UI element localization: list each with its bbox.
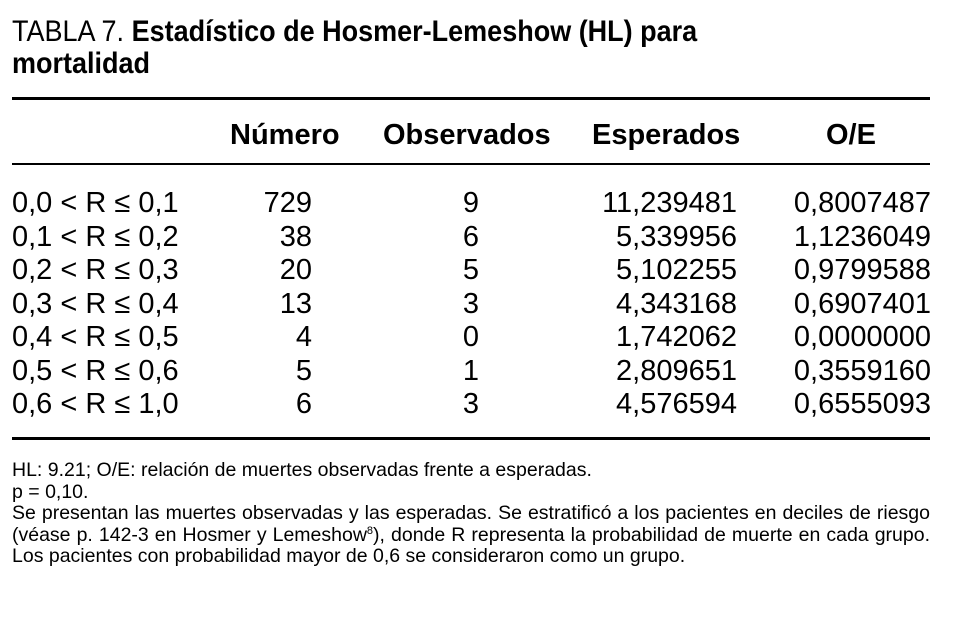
cell-numero: 4: [295, 321, 312, 353]
cell-esperados: 1,742062: [616, 321, 737, 353]
cell-numero: 6: [295, 388, 312, 420]
footnote-text-part1: Se presentan las muertes observadas y las esperadas. Se estratificó a los pacientes en deciles de riesgo (véase p. 142-3 en Hosmer y Lemeshow: [12, 502, 930, 546]
cell-oe: 0,3559160: [793, 354, 931, 387]
cell-observados: 0: [462, 321, 480, 353]
table-row: [0, 253, 953, 287]
table-title-text: Estadístico de Hosmer-Lemeshow (HL) para mortalidad: [12, 15, 698, 80]
table-title: [12, 16, 822, 80]
cell-range: 0,2 < R ≤ 0,3: [12, 254, 179, 286]
cell-oe: 0,6907401: [793, 287, 931, 320]
header-rule: [12, 163, 930, 165]
cell-range: 0,6 < R ≤ 1,0: [12, 388, 179, 420]
reference-superscript: 8: [366, 524, 374, 537]
cell-numero: 729: [263, 187, 312, 219]
table-row: [0, 354, 953, 388]
table-row: [0, 287, 953, 321]
cell-numero: 13: [279, 287, 312, 320]
cell-esperados: 5,102255: [616, 254, 737, 286]
cell-observados: 3: [462, 388, 480, 420]
table-row: [0, 186, 953, 220]
cell-esperados: 2,809651: [616, 354, 737, 387]
cell-range: 0,0 < R ≤ 0,1: [12, 187, 179, 219]
table-body: [0, 186, 953, 421]
table-row: [0, 220, 953, 254]
cell-range: 0,1 < R ≤ 0,2: [12, 220, 179, 253]
cell-range: 0,4 < R ≤ 0,5: [12, 321, 179, 353]
table-row: [0, 320, 953, 354]
cell-oe: 1,1236049: [793, 220, 931, 253]
cell-range: 0,3 < R ≤ 0,4: [12, 287, 179, 320]
header-observados: Observados: [383, 119, 551, 151]
cell-esperados: 4,343168: [616, 287, 737, 320]
header-oe: O/E: [826, 119, 876, 151]
cell-numero: 38: [279, 220, 312, 253]
header-esperados: Esperados: [592, 119, 741, 151]
footnote-p-value: p = 0,10.: [12, 480, 89, 503]
footnote-description: [12, 503, 930, 568]
table-row: [0, 387, 953, 421]
footnote-hl: HL: 9.21; O/E: relación de muertes observadas frente a esperadas.: [12, 459, 592, 481]
cell-numero: 5: [295, 354, 312, 387]
cell-esperados: 4,576594: [616, 388, 737, 420]
cell-oe: 0,6555093: [793, 388, 931, 420]
cell-esperados: 5,339956: [616, 220, 737, 253]
cell-oe: 0,9799588: [793, 254, 931, 286]
table-bottom-rule: [12, 437, 930, 440]
footnote-text-part2: ), donde R representa la probabilidad de muerte en cada grupo. Los pacientes con probabilidad mayor de 0,6 se consideraron como un grupo.: [12, 523, 930, 567]
cell-oe: 0,8007487: [793, 187, 931, 219]
table-top-rule: [12, 97, 930, 100]
table-number-label: TABLA 7.: [12, 15, 125, 48]
table-footnote: [12, 460, 930, 568]
cell-range: 0,5 < R ≤ 0,6: [12, 354, 179, 387]
cell-esperados: 11,239481: [602, 187, 737, 219]
cell-numero: 20: [279, 254, 312, 286]
header-numero: Número: [230, 119, 340, 151]
cell-observados: 5: [462, 254, 480, 286]
cell-observados: 6: [462, 220, 480, 253]
cell-observados: 1: [462, 354, 480, 387]
cell-observados: 9: [462, 187, 480, 219]
cell-oe: 0,0000000: [793, 321, 931, 353]
cell-observados: 3: [462, 287, 480, 320]
